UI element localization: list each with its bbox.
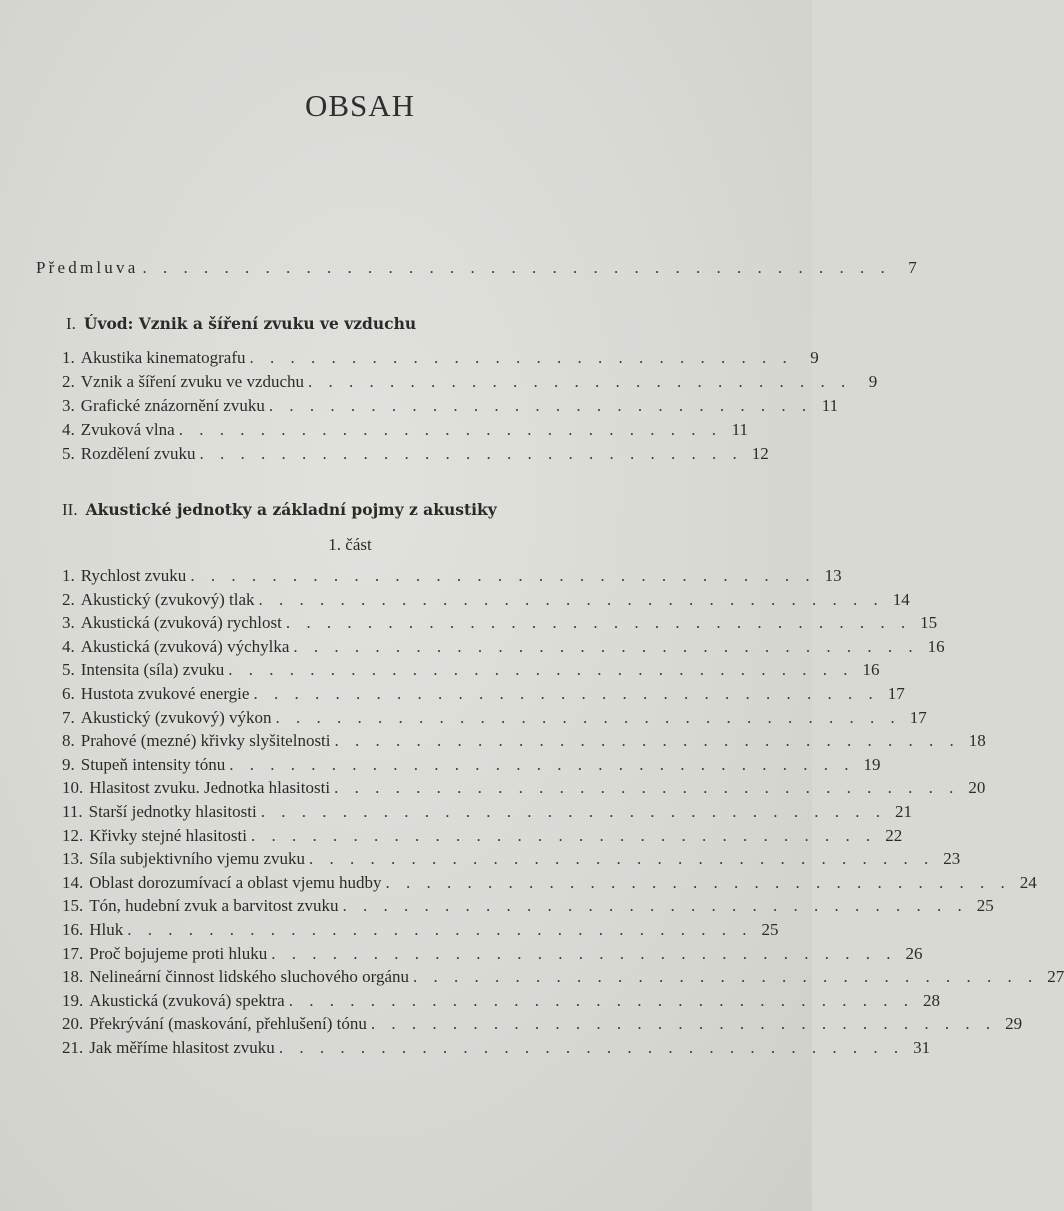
toc-entry-preface — [36, 258, 917, 278]
toc-entry-number: 10. — [62, 778, 84, 798]
section-number: I. — [66, 314, 76, 333]
toc-entry — [62, 660, 880, 680]
toc-entry — [62, 849, 961, 869]
section-number: II. — [62, 500, 78, 519]
toc-entry-number: 8. — [62, 731, 75, 751]
leader-dots: . . . . . . . . . . . . . . . . . . . . . . . . . . . — [178, 420, 722, 439]
toc-entry — [62, 778, 986, 798]
toc-entry — [62, 396, 839, 416]
page-title: OBSAH — [304, 88, 416, 123]
toc-entry-page: 14 — [892, 589, 910, 609]
toc-entry-text: Proč bojujeme proti hluku — [89, 943, 268, 963]
toc-entry-number: 16. — [62, 920, 84, 939]
leader-dots: . . . . . . . . . . . . . . . . . . . . . . . . . . . . . . . — [228, 660, 854, 680]
toc-entry-number: 13. — [62, 849, 84, 869]
leader-dots: . . . . . . . . . . . . . . . . . . . . . . . . . . . . . . . — [127, 920, 753, 939]
toc-entry — [62, 802, 912, 822]
section-heading — [66, 314, 416, 334]
toc-entry-number: 11. — [62, 802, 83, 821]
leader-dots: . . . . . . . . . . . . . . . . . . . . . . . . . . . — [268, 396, 813, 415]
toc-entry-page: 28 — [922, 990, 940, 1010]
toc-entry-page: 29 — [1005, 1014, 1023, 1034]
toc-entry-page: 18 — [968, 731, 986, 751]
toc-entry-page: 19 — [863, 754, 881, 774]
leader-dots: . . . . . . . . . . . . . . . . . . . . . . . . . . . . . . . — [334, 731, 960, 751]
leader-dots: . . . . . . . . . . . . . . . . . . . . . . . . . . . . . . . — [253, 684, 879, 703]
toc-entry — [62, 420, 748, 440]
toc-entry-number: 21. — [62, 1038, 84, 1057]
toc-entry-page: 16 — [927, 636, 945, 656]
toc-entry — [62, 731, 986, 751]
toc-entry-page: 11 — [731, 420, 748, 439]
toc-entry — [62, 589, 910, 610]
toc-entry-page: 16 — [862, 660, 880, 680]
toc-entry-text: Křivky stejné hlasitosti — [89, 825, 247, 845]
leader-dots: . . . . . . . . . . . . . . . . . . . . . . . . . . . . . . . — [309, 849, 935, 869]
toc-entry-number: 2. — [62, 372, 75, 391]
toc-entry-text: Předmluva — [36, 258, 139, 277]
toc-entry-page: 13 — [824, 566, 842, 585]
toc-entry — [62, 684, 905, 704]
leader-dots: . . . . . . . . . . . . . . . . . . . . . . . . . . . . . . . — [278, 1038, 905, 1057]
toc-entry-page: 25 — [761, 920, 779, 939]
toc-entry-number: 6. — [62, 684, 75, 703]
toc-entry-text: Rychlost zvuku — [80, 566, 187, 585]
toc-entry-text: Hlasitost zvuku. Jednotka hlasitosti — [89, 778, 331, 798]
toc-entry-number: 9. — [62, 754, 75, 774]
toc-entry-number: 20. — [62, 1014, 84, 1034]
toc-entry-page: 12 — [751, 444, 769, 463]
leader-dots: . . . . . . . . . . . . . . . . . . . . . . . . . . . . . . . — [285, 613, 912, 633]
toc-entry-text: Akustická (zvuková) rychlost — [80, 613, 282, 633]
toc-entry — [62, 1014, 1023, 1034]
leader-dots: . . . . . . . . . . . . . . . . . . . . . . . . . . . . . . . — [385, 872, 1011, 892]
leader-dots: . . . . . . . . . . . . . . . . . . . . . . . . . . . — [308, 372, 852, 391]
toc-entry-text: Starší jednotky hlasitosti — [88, 802, 257, 821]
toc-entry-page: 21 — [894, 802, 912, 821]
toc-entry-text: Hustota zvukové energie — [80, 684, 250, 703]
toc-entry-number: 4. — [62, 420, 75, 439]
toc-entry-number: 7. — [62, 707, 75, 727]
toc-entry — [62, 444, 769, 464]
leader-dots: . . . . . . . . . . . . . . . . . . . . . . . . . . . . . . . . . . . . . — [142, 258, 891, 277]
toc-entry-number: 12. — [62, 825, 84, 845]
toc-entry-text: Jak měříme hlasitost zvuku — [89, 1038, 275, 1057]
section-heading — [62, 500, 497, 520]
toc-entry-text: Překrývání (maskování, přehlušení) tónu — [89, 1014, 367, 1034]
toc-entry-number: 4. — [62, 636, 75, 656]
leader-dots: . . . . . . . . . . . . . . . . . . . . . . . . . . . . . . . — [293, 636, 919, 656]
toc-entry-text: Prahové (mezné) křivky slyšitelnosti — [80, 731, 331, 751]
leader-dots: . . . . . . . . . . . . . . . . . . . . . . . . . . . . . . . — [190, 566, 816, 585]
leader-dots: . . . . . . . . . . . . . . . . . . . . . . . . . . . . . . . — [250, 825, 877, 845]
toc-entry-number: 1. — [62, 348, 75, 367]
toc-entry-number: 17. — [62, 943, 84, 963]
toc-entry-number: 3. — [62, 396, 75, 415]
leader-dots: . . . . . . . . . . . . . . . . . . . . . . . . . . . . . . . — [258, 589, 884, 609]
toc-entry-page: 9 — [810, 348, 819, 367]
toc-entry-page: 20 — [968, 778, 986, 798]
toc-entry-page: 24 — [1019, 872, 1037, 892]
toc-entry-text: Grafické znázornění zvuku — [80, 396, 265, 415]
toc-entry-text: Hluk — [89, 920, 124, 939]
section-title: Úvod: Vznik a šíření zvuku ve vzduchu — [83, 314, 417, 333]
toc-entry-page: 17 — [887, 684, 905, 703]
toc-entry — [62, 636, 945, 657]
toc-entry-number: 19. — [62, 990, 84, 1010]
toc-entry-number: 5. — [62, 660, 75, 680]
toc-entry-number: 1. — [62, 566, 75, 585]
leader-dots: . . . . . . . . . . . . . . . . . . . . . . . . . . . . . . . — [271, 943, 897, 963]
toc-entry — [62, 348, 819, 368]
toc-entry-text: Rozdělení zvuku — [80, 444, 196, 463]
toc-entry — [62, 372, 878, 392]
toc-entry-text: Síla subjektivního vjemu zvuku — [89, 849, 306, 869]
toc-entry-text: Akustická (zvuková) výchylka — [80, 636, 290, 656]
toc-entry-page: 25 — [976, 896, 994, 916]
toc-entry — [62, 872, 1037, 893]
toc-entry-page: 9 — [868, 372, 878, 391]
leader-dots: . . . . . . . . . . . . . . . . . . . . . . . . . . . . . . . — [413, 967, 1039, 987]
toc-entry-page: 15 — [920, 613, 938, 633]
toc-entry — [62, 613, 938, 633]
toc-entry-number: 18. — [62, 967, 84, 987]
toc-entry — [62, 990, 940, 1011]
toc-entry — [62, 1038, 931, 1058]
toc-entry-text: Akustická (zvuková) spektra — [89, 990, 285, 1010]
toc-entry-text: Tón, hudební zvuk a barvitost zvuku — [89, 896, 339, 916]
toc-entry-page: 22 — [885, 825, 903, 845]
toc-entry-text: Oblast dorozumívací a oblast vjemu hudby — [89, 872, 382, 892]
part-heading: 1. část — [328, 535, 372, 554]
leader-dots: . . . . . . . . . . . . . . . . . . . . . . . . . . . — [199, 444, 743, 463]
toc-entry-text: Intensita (síla) zvuku — [80, 660, 225, 680]
leader-dots: . . . . . . . . . . . . . . . . . . . . . . . . . . . . . . . — [334, 778, 960, 798]
toc-entry — [62, 566, 842, 586]
toc-entry-text: Stupeň intensity tónu — [80, 754, 226, 774]
toc-entry-number: 3. — [62, 613, 75, 633]
leader-dots: . . . . . . . . . . . . . . . . . . . . . . . . . . . . . . . — [275, 707, 901, 727]
toc-entry — [62, 967, 1064, 987]
leader-dots: . . . . . . . . . . . . . . . . . . . . . . . . . . . — [249, 348, 793, 367]
toc-entry — [62, 896, 994, 916]
toc-entry-text: Vznik a šíření zvuku ve vzduchu — [80, 372, 305, 391]
toc-entry-text: Akustický (zvukový) tlak — [80, 589, 255, 609]
toc-entry — [62, 920, 779, 940]
toc-entry-page: 23 — [943, 849, 961, 869]
leader-dots: . . . . . . . . . . . . . . . . . . . . . . . . . . . . . . . — [342, 896, 968, 916]
toc-entry-page: 27 — [1047, 967, 1064, 987]
toc-entry-text: Akustický (zvukový) výkon — [80, 707, 272, 727]
toc-entry-number: 15. — [62, 896, 84, 916]
toc-entry-page: 26 — [905, 943, 923, 963]
toc-entry — [62, 707, 927, 728]
leader-dots: . . . . . . . . . . . . . . . . . . . . . . . . . . . . . . . — [370, 1014, 997, 1034]
toc-entry-page: 11 — [821, 396, 839, 415]
toc-entry-text: Nelineární činnost lidského sluchového orgánu — [89, 967, 410, 987]
toc-entry-number: 2. — [62, 589, 75, 609]
leader-dots: . . . . . . . . . . . . . . . . . . . . . . . . . . . . . . . — [260, 802, 886, 821]
toc-entry — [62, 754, 881, 775]
toc-entry-page: 17 — [909, 707, 927, 727]
toc-entry — [62, 825, 903, 846]
toc-entry-text: Zvuková vlna — [80, 420, 175, 439]
toc-entry-text: Akustika kinematografu — [80, 348, 246, 367]
leader-dots: . . . . . . . . . . . . . . . . . . . . . . . . . . . . . . . — [288, 990, 914, 1010]
leader-dots: . . . . . . . . . . . . . . . . . . . . . . . . . . . . . . . — [229, 754, 855, 774]
toc-entry — [62, 943, 923, 964]
toc-entry-page: 31 — [913, 1038, 931, 1057]
toc-entry-number: 5. — [62, 444, 75, 463]
toc-entry-page: 7 — [908, 258, 917, 277]
toc-entry-number: 14. — [62, 872, 84, 892]
section-title: Akustické jednotky a základní pojmy z akustiky — [85, 500, 497, 519]
